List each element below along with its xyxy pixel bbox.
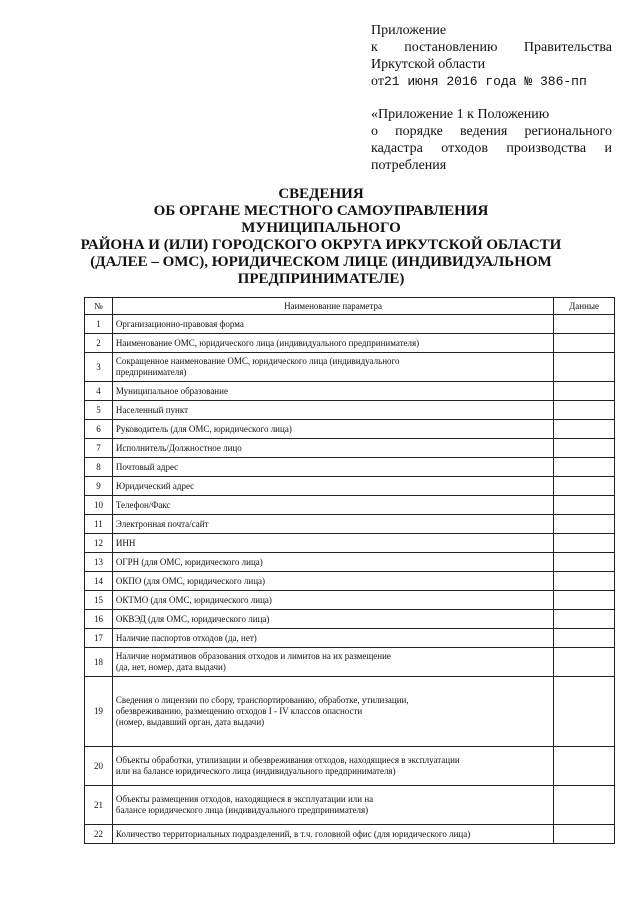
parameter-name: Наличие паспортов отходов (да, нет) [112, 629, 553, 648]
table-row [85, 353, 615, 382]
table-row [85, 515, 615, 534]
data-cell[interactable] [554, 515, 615, 534]
appendix-label: Приложение [371, 23, 447, 38]
data-cell[interactable] [554, 534, 615, 553]
parameter-name: Почтовый адрес [112, 458, 553, 477]
parameter-name: Наличие нормативов образования отходов и лимитов на их размещение (да, нет, номер, дата выдачи) [112, 648, 553, 677]
table-row [85, 677, 615, 747]
parameter-name: Юридический адрес [112, 477, 553, 496]
data-cell[interactable] [554, 677, 615, 747]
table-row [85, 439, 615, 458]
table-row [85, 315, 615, 334]
row-number: 16 [85, 610, 113, 629]
parameter-name: ОКВЭД (для ОМС, юридического лица) [112, 610, 553, 629]
regulation-word: производства [506, 141, 587, 156]
regulation-word: ведения [460, 124, 508, 139]
parameter-name: Исполнитель/Должностное лицо [112, 439, 553, 458]
regulation-line-end: потребления [371, 158, 447, 173]
regulation-word: кадастра [371, 141, 423, 156]
data-cell[interactable] [554, 458, 615, 477]
data-cell[interactable] [554, 629, 615, 648]
row-number: 19 [85, 677, 113, 747]
table-row [85, 553, 615, 572]
table-row [85, 629, 615, 648]
data-cell[interactable] [554, 553, 615, 572]
row-number: 11 [85, 515, 113, 534]
resolution-date: 21 июня 2016 года № 386-пп [383, 74, 587, 89]
resolution-date-line [371, 73, 612, 90]
region-line: Иркутской области [371, 57, 486, 72]
column-header-parameter: Наименование параметра [112, 298, 553, 315]
parameter-name: ОКТМО (для ОМС, юридического лица) [112, 591, 553, 610]
data-cell[interactable] [554, 439, 615, 458]
table-row [85, 825, 615, 844]
appendix-header [371, 22, 612, 174]
row-number: 4 [85, 382, 113, 401]
row-number: 3 [85, 353, 113, 382]
parameter-name: Количество территориальных подразделений, в т.ч. головной офис (для юридического лица) [112, 825, 553, 844]
column-header-number: № [85, 298, 113, 315]
row-number: 5 [85, 401, 113, 420]
table-row [85, 572, 615, 591]
table-row [85, 786, 615, 825]
table-row [85, 534, 615, 553]
parameter-name: Организационно-правовая форма [112, 315, 553, 334]
data-cell[interactable] [554, 382, 615, 401]
data-cell[interactable] [554, 610, 615, 629]
title-line: ПРЕДПРИНИМАТЕЛЕ) [237, 271, 405, 287]
row-number: 18 [85, 648, 113, 677]
table-row [85, 382, 615, 401]
parameter-name: Руководитель (для ОМС, юридического лица) [112, 420, 553, 439]
data-cell[interactable] [554, 786, 615, 825]
row-number: 2 [85, 334, 113, 353]
data-cell[interactable] [554, 825, 615, 844]
row-number: 17 [85, 629, 113, 648]
parameter-name: Населенный пункт [112, 401, 553, 420]
regulation-line [371, 140, 612, 157]
parameter-name: ОГРН (для ОМС, юридического лица) [112, 553, 553, 572]
column-header-data: Данные [554, 298, 615, 315]
row-number: 12 [85, 534, 113, 553]
regulation-word: порядке [395, 124, 443, 139]
row-number: 14 [85, 572, 113, 591]
row-number: 20 [85, 747, 113, 786]
regulation-word: и [604, 141, 612, 156]
row-number: 22 [85, 825, 113, 844]
table-row [85, 458, 615, 477]
data-cell[interactable] [554, 648, 615, 677]
data-cell[interactable] [554, 591, 615, 610]
resolution-line [371, 39, 612, 56]
table-body [85, 315, 615, 844]
parameter-name: Объекты обработки, утилизации и обезвреживания отходов, находящиеся в эксплуатации или на балансе юридического лица (индивидуального предпринимателя) [112, 747, 553, 786]
table-row [85, 496, 615, 515]
regulation-word: о [371, 124, 378, 139]
regulation-line [371, 123, 612, 140]
data-cell[interactable] [554, 420, 615, 439]
parameter-name: Наименование ОМС, юридического лица (индивидуального предпринимателя) [112, 334, 553, 353]
title-line: РАЙОНА И (ИЛИ) ГОРОДСКОГО ОКРУГА ИРКУТСКОЙ ОБЛАСТИ [80, 237, 562, 253]
table-row [85, 648, 615, 677]
regulation-word: отходов [441, 141, 488, 156]
data-cell[interactable] [554, 496, 615, 515]
parameter-name: Объекты размещения отходов, находящиеся в эксплуатации или на балансе юридического лица (индивидуального предпринимателя) [112, 786, 553, 825]
parameter-name: Сокращенное наименование ОМС, юридического лица (индивидуального предпринимателя) [112, 353, 553, 382]
parameter-name: Телефон/Факс [112, 496, 553, 515]
table-header-row [85, 298, 615, 315]
date-prefix: от [371, 74, 384, 89]
table-row [85, 401, 615, 420]
table-row [85, 420, 615, 439]
table-row [85, 334, 615, 353]
resolution-word: к [371, 40, 378, 55]
table-row [85, 591, 615, 610]
data-cell[interactable] [554, 572, 615, 591]
table-row [85, 747, 615, 786]
parameter-name: Муниципальное образование [112, 382, 553, 401]
parameter-name: Электронная почта/сайт [112, 515, 553, 534]
resolution-word: Правительства [523, 40, 613, 55]
parameters-table [84, 297, 615, 844]
title-line: СВЕДЕНИЯ [278, 186, 364, 202]
data-cell[interactable] [554, 401, 615, 420]
data-cell[interactable] [554, 315, 615, 334]
parameter-name: ИНН [112, 534, 553, 553]
row-number: 1 [85, 315, 113, 334]
parameter-name: Сведения о лицензии по сбору, транспортированию, обработке, утилизации, обезвреживанию, размещению отходов I - IV классов опасности (номер, выдавший орган, дата выдачи) [112, 677, 553, 747]
row-number: 7 [85, 439, 113, 458]
data-cell[interactable] [554, 353, 615, 382]
regulation-word: регионального [524, 124, 613, 139]
data-cell[interactable] [554, 334, 615, 353]
row-number: 10 [85, 496, 113, 515]
resolution-word: постановлению [404, 40, 498, 55]
title-line: ОБ ОРГАНЕ МЕСТНОГО САМОУПРАВЛЕНИЯ МУНИЦИПАЛЬНОГО [153, 203, 489, 236]
row-number: 13 [85, 553, 113, 572]
document-title [78, 186, 564, 288]
row-number: 9 [85, 477, 113, 496]
table-row [85, 610, 615, 629]
data-cell[interactable] [554, 477, 615, 496]
parameter-name: ОКПО (для ОМС, юридического лица) [112, 572, 553, 591]
title-line: (ДАЛЕЕ – ОМС), ЮРИДИЧЕСКОМ ЛИЦЕ (ИНДИВИДУАЛЬНОМ [90, 254, 552, 270]
row-number: 8 [85, 458, 113, 477]
row-number: 15 [85, 591, 113, 610]
data-cell[interactable] [554, 747, 615, 786]
row-number: 21 [85, 786, 113, 825]
regulation-appendix-label: «Приложение 1 к Положению [371, 107, 550, 122]
table-row [85, 477, 615, 496]
row-number: 6 [85, 420, 113, 439]
